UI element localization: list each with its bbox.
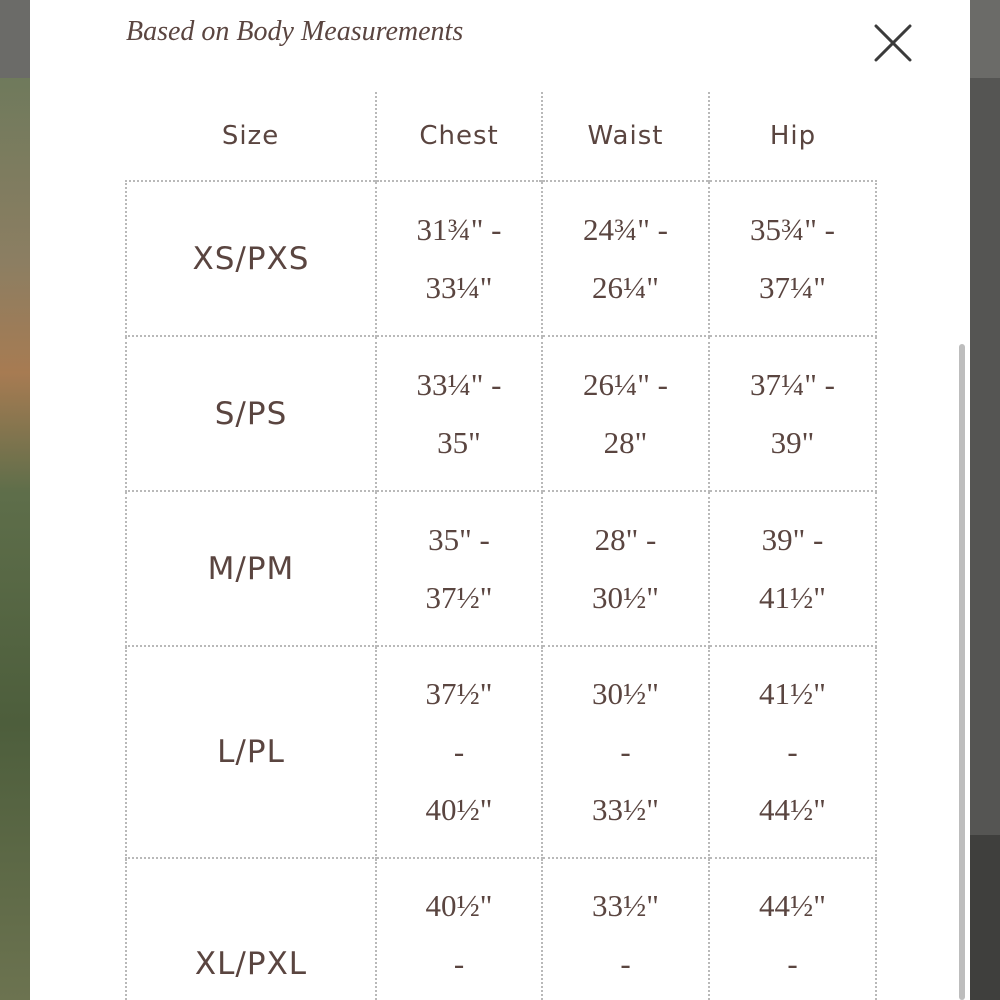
- value-line: 41½": [759, 579, 826, 615]
- value-line: 24¾" -: [583, 211, 668, 247]
- value-line: 35" -: [428, 521, 490, 557]
- value-line: 30½": [592, 676, 659, 711]
- chest-value: [376, 646, 542, 858]
- chest-value: [376, 858, 542, 1000]
- chest-value: [376, 181, 542, 336]
- value-line: -: [620, 946, 631, 981]
- value-line: 37¼" -: [750, 366, 835, 402]
- chest-value: [376, 491, 542, 646]
- value-line: 28": [603, 424, 648, 460]
- value-line: 35¾" -: [750, 211, 835, 247]
- hip-value: [709, 336, 876, 491]
- scrollbar-thumb[interactable]: [959, 344, 965, 1000]
- waist-value: [542, 181, 709, 336]
- size-label: M/PM: [126, 491, 376, 646]
- value-line: 39": [770, 424, 815, 460]
- close-icon: [870, 20, 916, 66]
- value-line: 37¼": [759, 269, 826, 305]
- waist-value: [542, 646, 709, 858]
- value-line: 33¼": [425, 269, 493, 305]
- value-line: 39" -: [761, 521, 824, 557]
- close-button[interactable]: [870, 20, 916, 66]
- value-line: 33½": [592, 888, 659, 923]
- value-line: 44½": [759, 792, 826, 827]
- value-line: 37½": [425, 579, 493, 615]
- hip-value: [709, 646, 876, 858]
- background-page-lower: [970, 835, 1000, 1000]
- value-line: 30½": [592, 579, 659, 615]
- value-line: 41½": [759, 676, 826, 711]
- waist-value: [542, 491, 709, 646]
- value-line: -: [453, 946, 465, 981]
- table-row: [126, 336, 876, 491]
- scrollbar[interactable]: [958, 340, 966, 1000]
- value-line: -: [620, 734, 631, 769]
- value-line: 44½": [759, 888, 826, 923]
- hip-value: [709, 491, 876, 646]
- value-line: 35": [437, 424, 481, 460]
- table-row: [126, 646, 876, 858]
- size-label: L/PL: [126, 646, 376, 858]
- value-line: 33½": [592, 792, 659, 827]
- header-waist: Waist: [542, 92, 709, 181]
- value-line: 33¼" -: [416, 366, 502, 402]
- size-label: XL/PXL: [126, 858, 376, 1000]
- waist-value: [542, 336, 709, 491]
- value-line: -: [787, 734, 798, 769]
- value-line: 26¼": [592, 269, 659, 305]
- value-line: -: [787, 946, 798, 981]
- value-line: -: [453, 734, 465, 769]
- waist-value: [542, 858, 709, 1000]
- size-label: S/PS: [126, 336, 376, 491]
- value-line: 31¾" -: [416, 211, 502, 247]
- size-chart-table: [125, 92, 877, 1000]
- size-guide-modal: [30, 0, 970, 1000]
- header-size: Size: [221, 121, 280, 151]
- table-row: [126, 181, 876, 336]
- table-row: [126, 491, 876, 646]
- measurements-subtitle: Based on Body Measurements: [126, 16, 464, 47]
- table-row: [126, 858, 876, 1000]
- chest-value: [376, 336, 542, 491]
- hip-value: [709, 858, 876, 1000]
- header-hip: Hip: [709, 92, 876, 181]
- header-chest: Chest: [376, 92, 542, 181]
- value-line: 28" -: [594, 521, 657, 557]
- value-line: 26¼" -: [583, 366, 668, 402]
- background-photo: [0, 78, 30, 1000]
- hip-value: [709, 181, 876, 336]
- value-line: 37½": [425, 676, 493, 711]
- size-label: XS/PXS: [126, 181, 376, 336]
- value-line: 40½": [425, 888, 493, 923]
- table-header-row: [126, 92, 876, 181]
- value-line: 40½": [425, 792, 493, 827]
